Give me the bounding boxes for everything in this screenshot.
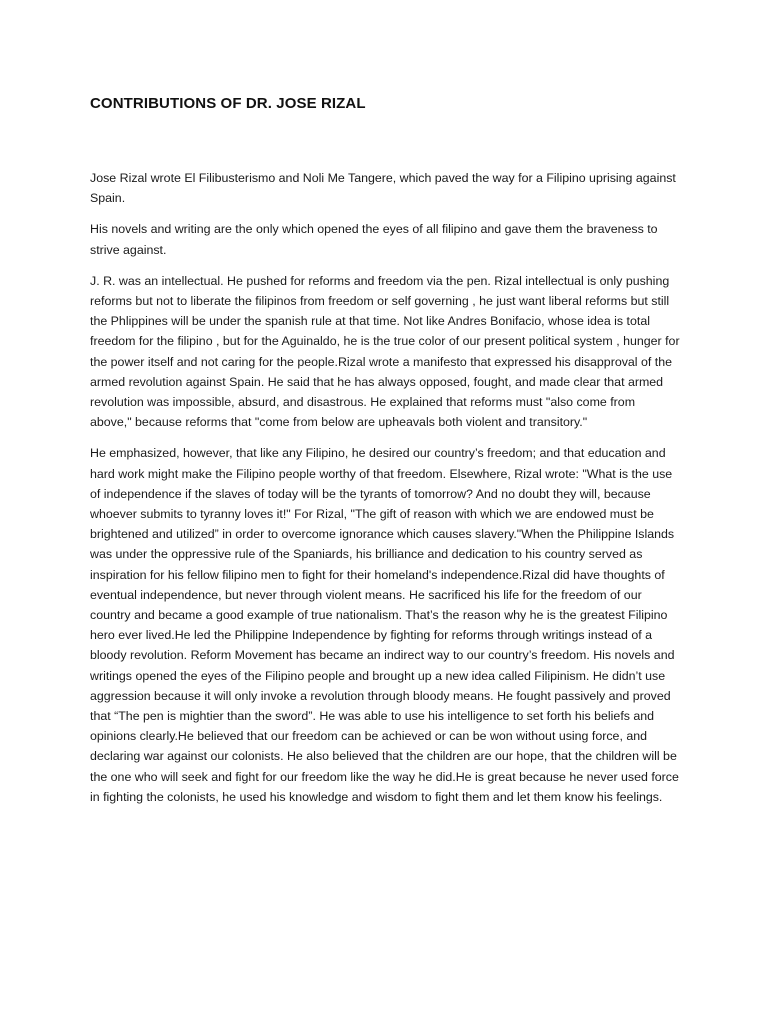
- paragraph-2: His novels and writing are the only which opened the eyes of all filipino and gave them the braveness to strive against.: [90, 222, 658, 257]
- document-title: CONTRIBUTIONS OF DR. JOSE RIZAL: [90, 95, 366, 112]
- document-body: [90, 168, 680, 818]
- paragraph-1: Jose Rizal wrote El Filibusterismo and Noli Me Tangere, which paved the way for a Filipino uprising against Spain.: [90, 171, 676, 206]
- paragraph-4: He emphasized, however, that like any Filipino, he desired our country’s freedom; and that education and hard work might make the Filipino people worthy of that freedom. Elsewhere, Rizal wrote: "What is the use of independence if the slaves of today will be the tyrants of tomorrow? And no doubt they will, because whoever submits to tyranny loves it!" For Rizal, "The gift of reason with which we are endowed must be brightened and utilized” in order to overcome ignorance which causes slavery."When the Philippine Islands was under the oppressive rule of the Spaniards, his brilliance and dedication to his country served as inspiration for his fellow filipino men to fight for their homeland's independence.Rizal did have thoughts of eventual independence, but never through violent means. He sacrificed his life for the freedom of our country and became a good example of true nationalism. That’s the reason why he is the greatest Filipino hero ever lived.He led the Philippine Independence by fighting for reforms through writings instead of a bloody revolution. Reform Movement has became an indirect way to our country’s freedom. His novels and writings opened the eyes of the Filipino people and brought up a new idea called Filipinism. He didn’t use aggression because it will only invoke a revolution through bloody means. He fought passively and proved that “The pen is mightier than the sword”. He was able to use his intelligence to set forth his beliefs and opinions clearly.He believed that our freedom can be achieved or can be won without using force, and declaring war against our colonists. He also believed that the children are our hope, that the children will be the one who will seek and fight for our freedom like the way he did.He is great because he never used force in fighting the colonists, he used his knowledge and wisdom to fight them and let them know his feelings.: [90, 446, 679, 804]
- paragraph-3: J. R. was an intellectual. He pushed for reforms and freedom via the pen. Rizal intellectual is only pushing reforms but not to liberate the filipinos from freedom or self governing , he just want liberal reforms but still the Phlippines will be under the spanish rule at that time. Not like Andres Bonifacio, whose idea is total freedom for the filipino , but for the Aguinaldo, he is the true color of our present political system , hunger for the power itself and not caring for the people.Rizal wrote a manifesto that expressed his disapproval of the armed revolution against Spain. He said that he has always opposed, fought, and made clear that armed revolution was impossible, absurd, and disastrous. He explained that reforms must "also come from above," because reforms that "come from below are upheavals both violent and transitory.": [90, 273, 680, 430]
